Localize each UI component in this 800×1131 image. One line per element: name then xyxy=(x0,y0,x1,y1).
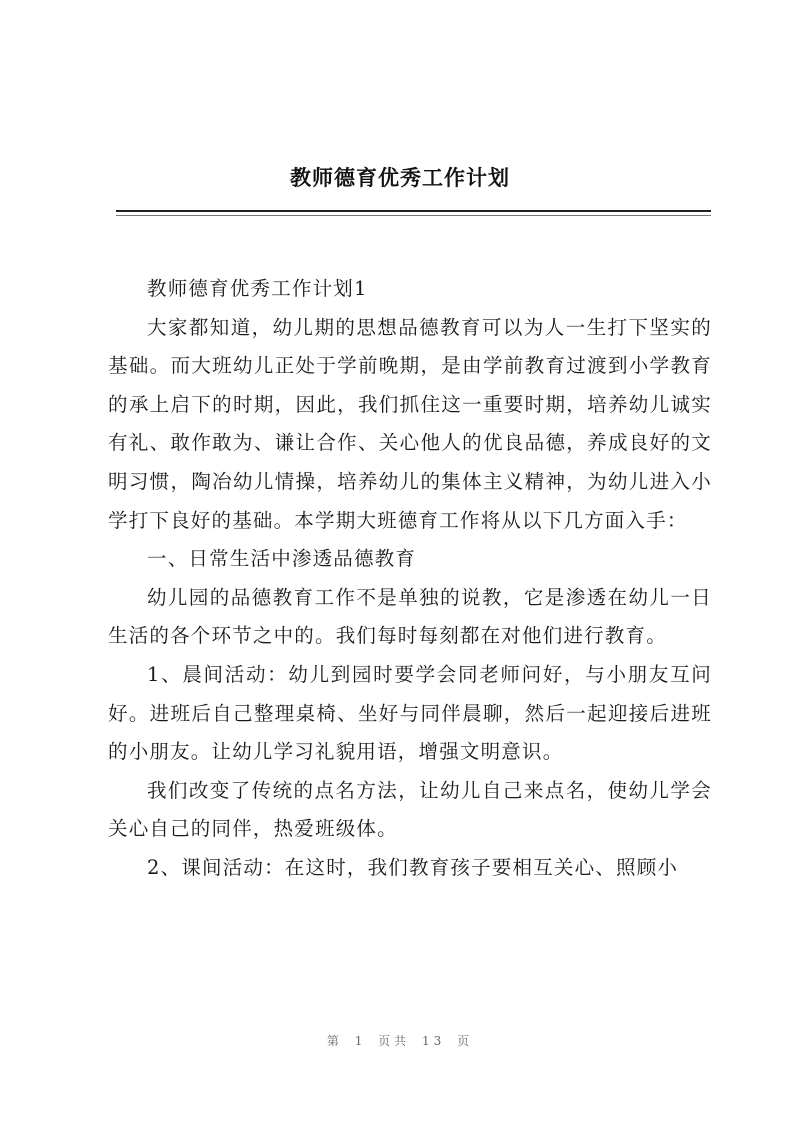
footer-prefix: 第 xyxy=(326,1034,343,1048)
footer-total-pages: 13 xyxy=(422,1034,446,1048)
paragraph: 2、课间活动：在这时，我们教育孩子要相互关心、照顾小 xyxy=(147,855,679,879)
section-heading: 教师德育优秀工作计划1 xyxy=(147,277,368,300)
title-divider-thin xyxy=(116,215,711,216)
footer-middle: 页共 xyxy=(378,1034,411,1048)
paragraph: 大家都知道，幼儿期的思想品德教育可以为人一生打下坚实的基础。而大班幼儿正处于学前晚期，是由学前教育过渡到小学教育的承上启下的时期，因此，我们抓住这一重要时期，培养幼儿诚实有礼、敢作敢为、谦让合作、关心他人的优良品德，养成良好的文明习惯，陶冶幼儿情操，培养幼儿的集体主义精神，为幼儿进入小学打下良好的基础。本学期大班德育工作将从以下几方面入手： xyxy=(108,315,712,532)
title-divider xyxy=(116,210,711,212)
footer-suffix: 页 xyxy=(457,1034,474,1048)
subsection-heading: 一、日常生活中渗透品德教育 xyxy=(147,547,417,571)
paragraph: 幼儿园的品德教育工作不是单独的说教，它是渗透在幼儿一日生活的各个环节之中的。我们每时每刻都在对他们进行教育。 xyxy=(108,585,712,648)
paragraph: 1、晨间活动：幼儿到园时要学会同老师问好，与小朋友互问好。进班后自己整理桌椅、坐好与同伴晨聊，然后一起迎接后进班的小朋友。让幼儿学习礼貌用语，增强文明意识。 xyxy=(108,662,712,764)
page-title: 教师德育优秀工作计划 xyxy=(290,166,510,190)
footer-current-page: 1 xyxy=(354,1034,367,1048)
document-body xyxy=(108,270,712,888)
paragraph: 我们改变了传统的点名方法，让幼儿自己来点名，使幼儿学会关心自己的同伴，热爱班级体。 xyxy=(108,778,712,841)
page-footer xyxy=(0,1032,800,1049)
